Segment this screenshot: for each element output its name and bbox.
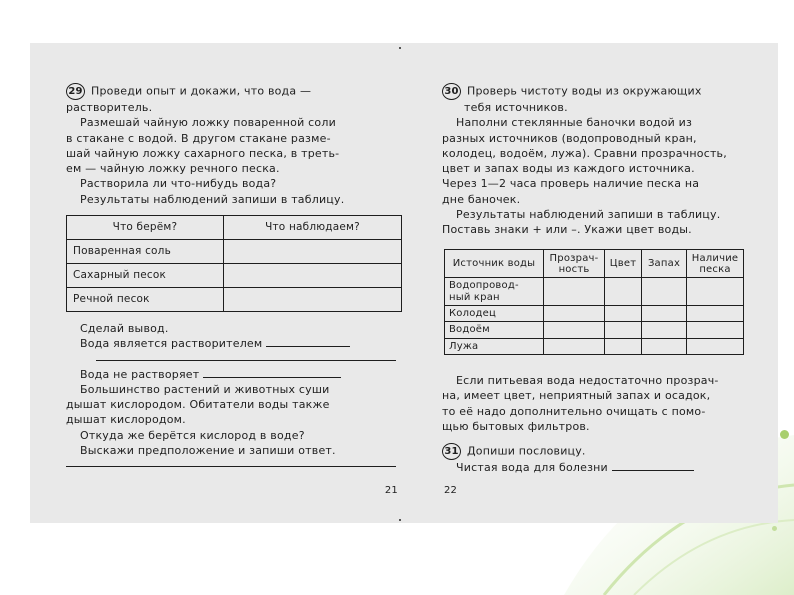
instruction-line: в стакане с водой. В другом стакане разме- [66,131,331,145]
task-30 [442,83,754,238]
instruction-line: шай чайную ложку сахарного песка, в треть- [66,146,340,160]
filter-note [442,373,754,434]
table-cell-answer[interactable] [605,338,642,354]
table-cell-substance: Речной песок [67,288,224,312]
table-cell-source: Лужа [445,338,544,354]
proverb-prompt: Чистая вода для болезни [456,461,608,474]
instruction-line: ем — чайную ложку речного песка. [66,162,280,176]
water-sources-table [444,249,744,355]
table-row [445,322,744,338]
task-title: тебя источников. [464,101,568,114]
question: Растворила ли что-нибудь вода? [80,177,277,191]
decorative-dot [772,526,777,531]
decorative-dot [780,430,789,439]
instruction-line: Наполни стеклянные баночки водой из [456,116,693,130]
answer-line[interactable] [96,360,396,361]
table-header-row [445,250,744,278]
task-29 [66,83,402,207]
solvent-prompt: Вода является растворителем [80,337,263,351]
table-header: Источник воды [445,250,544,278]
task-title: Допиши пословицу. [467,444,586,458]
page-number: 22 [444,485,458,496]
table-cell-answer[interactable] [605,306,642,322]
table-cell-answer[interactable] [687,278,744,306]
record-instruction: Результаты наблюдений запиши в таблицу. [80,192,345,206]
instruction-line: разных источников (водопроводный кран, [442,131,697,145]
note-line: щью бытовых фильтров. [442,419,590,433]
note-line: то её надо дополнительно очищать с помо- [442,404,706,418]
note-line: на, имеет цвет, неприятный запах и осадок, [442,389,711,403]
task-title: Проверь чистоту воды из окружающих [467,84,702,98]
table-cell-answer[interactable] [642,338,687,354]
table-header: Цвет [605,250,642,278]
left-page [66,43,402,523]
instruction-line: Через 1—2 часа проверь наличие песка на [442,177,700,191]
oxygen-text: дышат кислородом. Обитатели воды также [66,398,330,412]
table-cell-answer[interactable] [544,338,605,354]
conclusion-block [66,321,402,470]
table-cell-source: Водопровод-ный кран [445,278,544,306]
table-cell-answer[interactable] [642,306,687,322]
task-number: 31 [442,443,461,460]
answer-line[interactable] [203,367,341,378]
table-row [67,240,402,264]
table-cell-answer[interactable] [224,264,402,288]
table-cell-answer[interactable] [687,322,744,338]
task-number: 29 [66,83,85,100]
task-31 [442,443,754,475]
answer-line[interactable] [266,336,350,347]
hypothesis-instruction: Выскажи предположение и запиши ответ. [80,444,336,458]
table-cell-substance: Сахарный песок [67,264,224,288]
task-title: растворитель. [66,101,153,114]
task-number: 30 [442,83,461,100]
table-cell-answer[interactable] [687,306,744,322]
table-row [445,278,744,306]
oxygen-text: дышат кислородом. [66,413,186,427]
table-header: Что берём? [67,216,224,240]
table-cell-source: Колодец [445,306,544,322]
non-solvent-prompt: Вода не растворяет [80,367,200,381]
table-cell-answer[interactable] [544,322,605,338]
conclusion-instruction: Сделай вывод. [80,322,169,335]
note-line: Если питьевая вода недостаточно прозрач- [456,374,719,387]
instruction-line: колодец, водоём, лужа). Сравни прозрачность, [442,146,727,160]
oxygen-question: Откуда же берётся кислород в воде? [80,428,305,442]
right-page [442,43,754,523]
instruction-line: дне баночек. [442,192,521,206]
observation-table [66,215,402,312]
table-cell-answer[interactable] [605,278,642,306]
table-cell-answer[interactable] [544,306,605,322]
instruction-line: цвет и запах воды из каждого источника. [442,162,695,176]
table-cell-answer[interactable] [605,322,642,338]
table-cell-answer[interactable] [642,278,687,306]
table-row [67,264,402,288]
table-row [445,338,744,354]
table-row [445,306,744,322]
table-cell-answer[interactable] [544,278,605,306]
table-cell-substance: Поваренная соль [67,240,224,264]
table-header: Прозрач-ность [544,250,605,278]
table-cell-source: Водоём [445,322,544,338]
table-header: Что наблюдаем? [224,216,402,240]
table-cell-answer[interactable] [224,288,402,312]
answer-line[interactable] [612,460,694,471]
instruction-line: Размешай чайную ложку поваренной соли [80,116,336,130]
table-cell-answer[interactable] [642,322,687,338]
answer-line[interactable] [66,466,396,467]
record-instruction: Поставь знаки + или –. Укажи цвет воды. [442,223,692,237]
task-title: Проведи опыт и докажи, что вода — [91,84,312,98]
table-header: Наличие песка [687,250,744,278]
page-number: 21 [384,485,398,496]
table-cell-answer[interactable] [224,240,402,264]
table-header: Запах [642,250,687,278]
table-cell-answer[interactable] [687,338,744,354]
table-row [67,288,402,312]
record-instruction: Результаты наблюдений запиши в таблицу. [456,208,721,222]
oxygen-text: Большинство растений и животных суши [80,382,330,396]
table-header-row [67,216,402,240]
textbook-spread [30,43,778,523]
